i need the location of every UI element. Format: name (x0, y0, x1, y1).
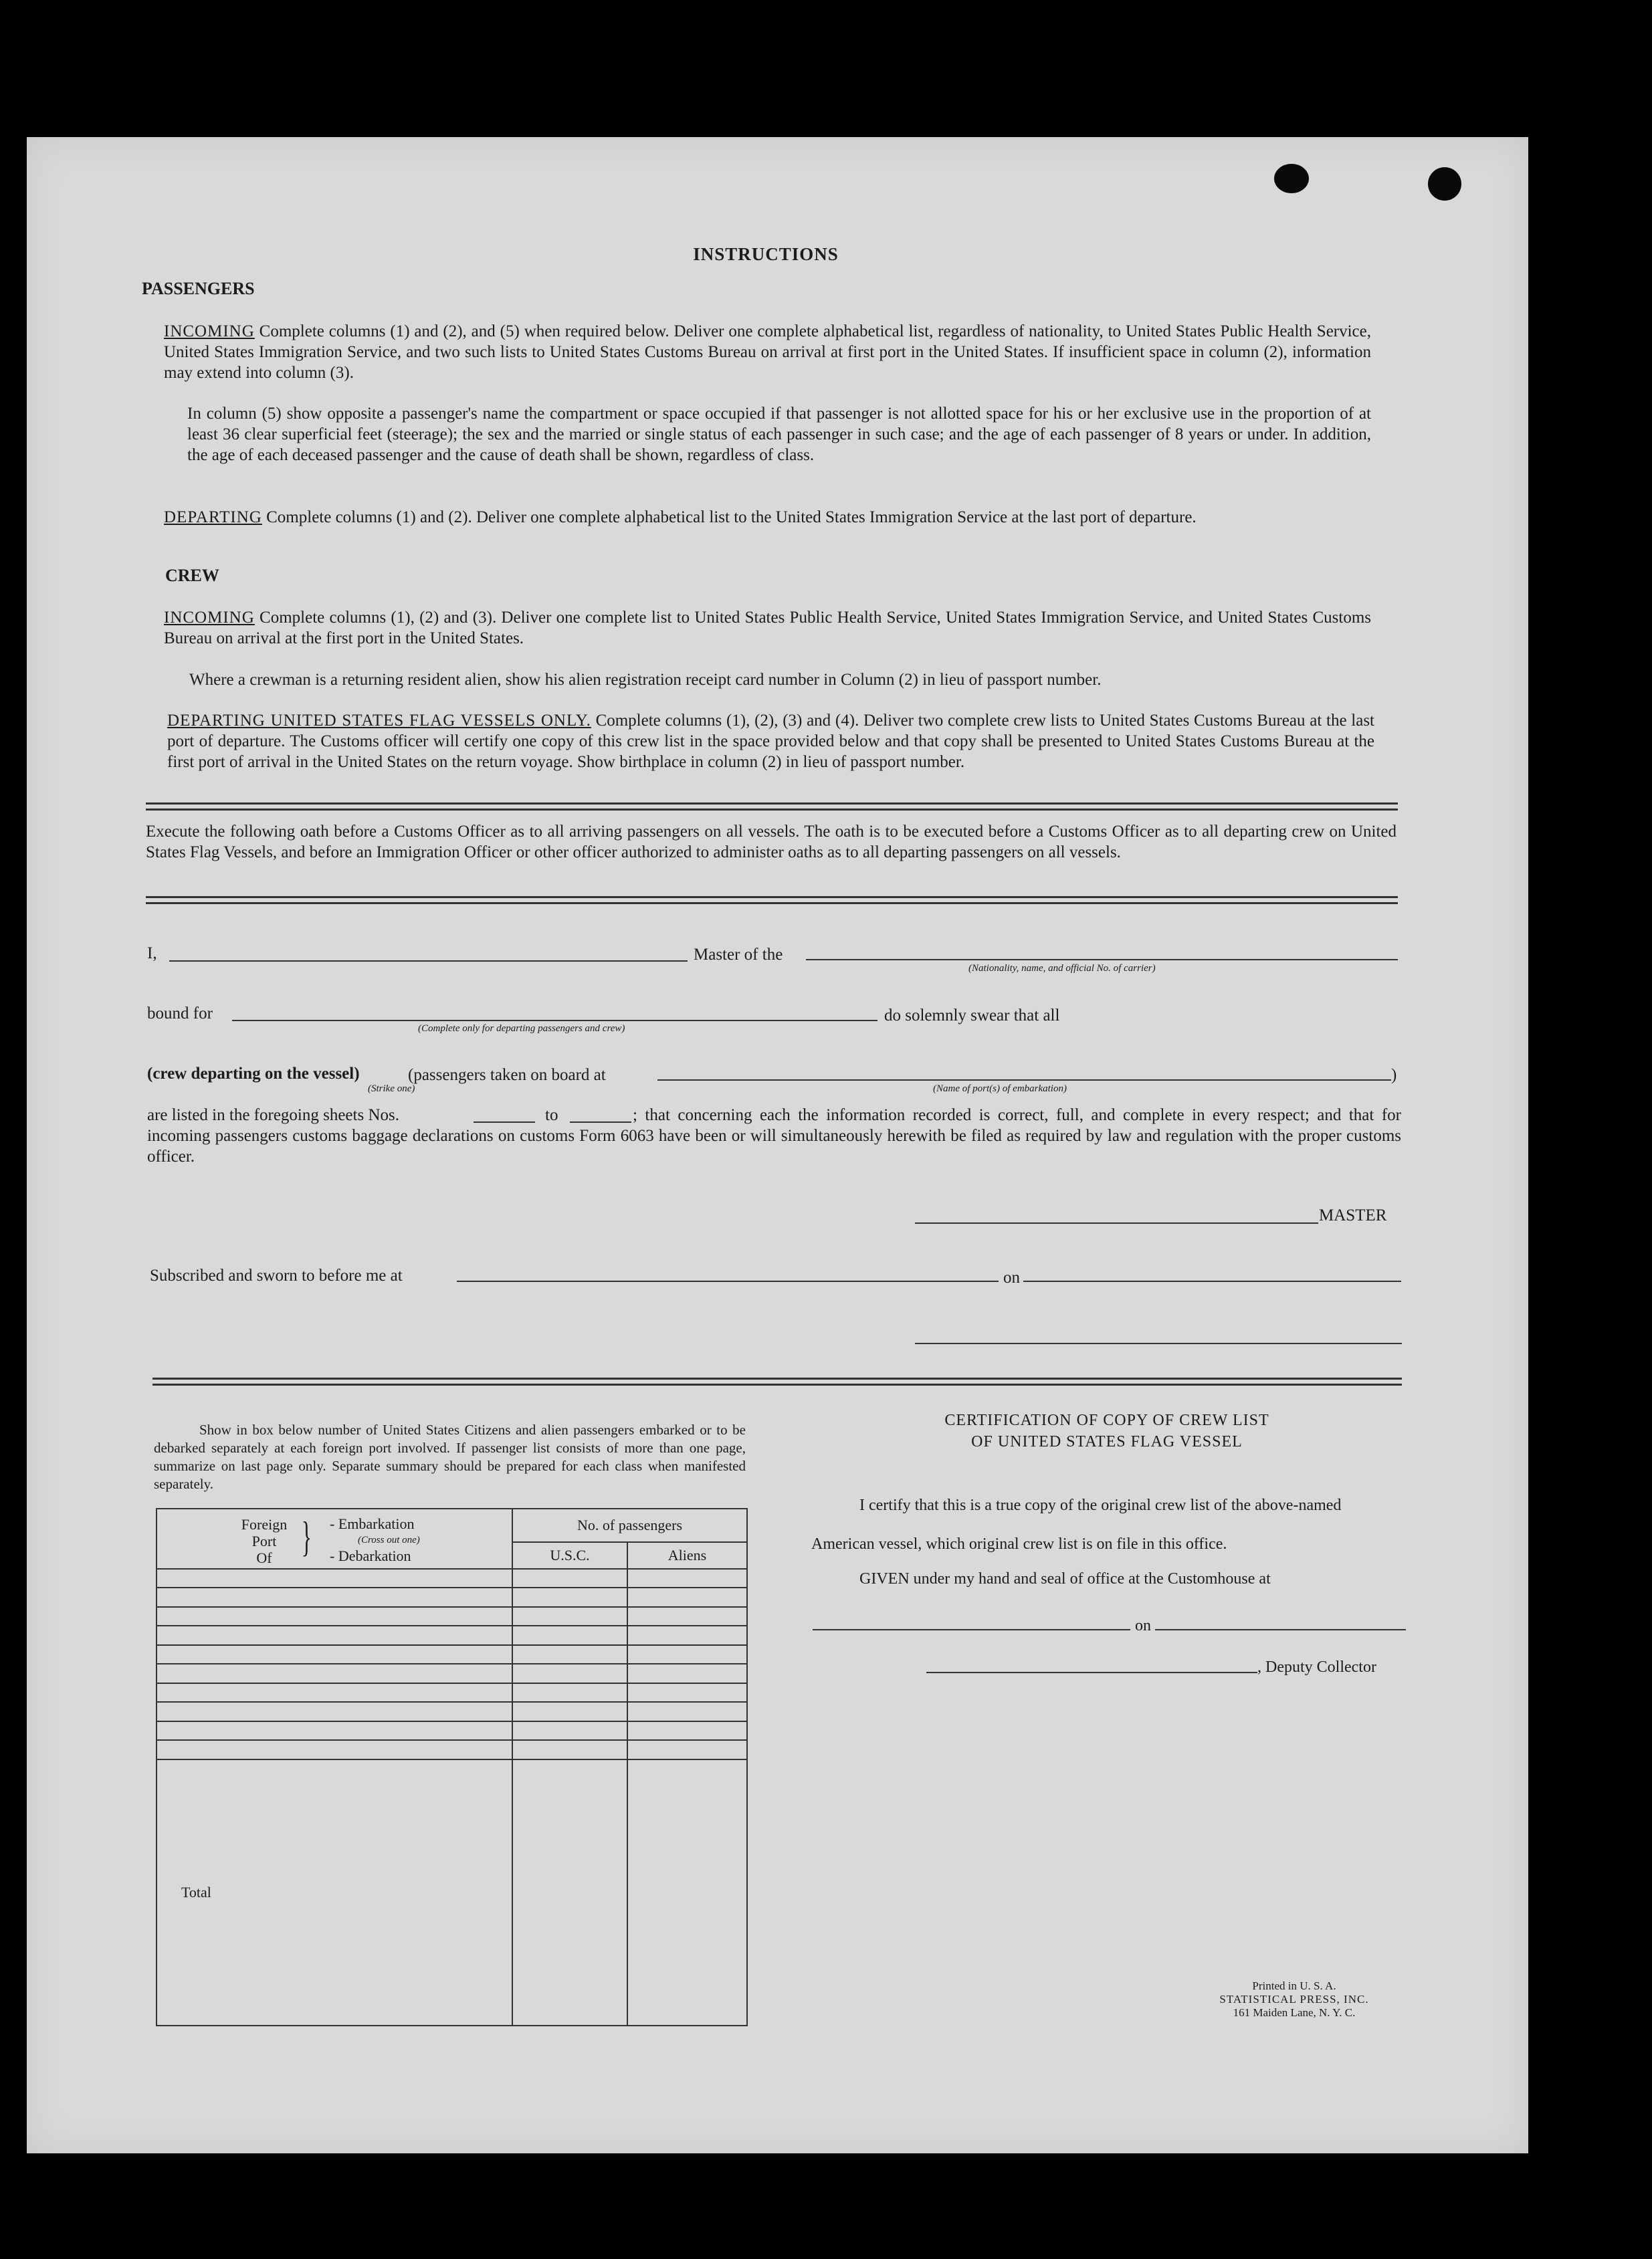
bound-for-field[interactable] (232, 1020, 877, 1021)
divider-double (146, 896, 1398, 904)
printer-line3: 161 Maiden Lane, N. Y. C. (1233, 2006, 1356, 2019)
printer-line2: STATISTICAL PRESS, INC. (1219, 1993, 1369, 2006)
crew-departing (167, 710, 1374, 772)
crew-departing-text: Complete columns (1), (2), (3) and (4). Deliver two complete crew lists to United States Customs Bureau at the last port of departure. The Customs officer will certify one copy of this crew list in the space provided below and that copy shall be presented to United States Customs Bureau at the first port of arrival in the United States on the return voyage. Show birthplace in column (2) in lieu of passport number. (167, 712, 1374, 771)
listed-to-label: to (545, 1106, 558, 1124)
deputy-collector-label: , Deputy Collector (1257, 1658, 1376, 1676)
crew-incoming-text: Complete columns (1), (2) and (3). Deliver one complete list to United States Public Health Service, United States Immigration Service, and United States Customs Bureau on arrival at the first port in the United States. (164, 609, 1372, 647)
master-name-field[interactable] (169, 960, 688, 962)
port-header-cell (157, 1509, 512, 1569)
master-signature-field[interactable] (915, 1222, 1318, 1224)
debarkation-option: - Debarkation (330, 1547, 411, 1564)
crew-departing-label: DEPARTING UNITED STATES FLAG VESSELS ONLY. (167, 712, 591, 730)
table-row (157, 1607, 747, 1626)
usc-cell[interactable] (512, 1721, 627, 1740)
table-row (157, 1645, 747, 1664)
usc-cell[interactable] (512, 1588, 627, 1606)
port-cell[interactable] (157, 1721, 512, 1740)
listed-sheets-rest (147, 1105, 1401, 1167)
certification-date-field[interactable] (1155, 1629, 1406, 1630)
given-line: GIVEN under my hand and seal of office at the Customhouse at (859, 1570, 1271, 1588)
printer-imprint (1191, 1979, 1398, 2020)
page-title: INSTRUCTIONS (693, 244, 839, 264)
printer-line1: Printed in U. S. A. (1252, 1979, 1336, 1992)
passengers-incoming (164, 321, 1371, 383)
passengers-taken-option: (passengers taken on board at (408, 1066, 606, 1084)
certification-title (839, 1410, 1374, 1453)
port-cell[interactable] (157, 1607, 512, 1626)
table-row (157, 1702, 747, 1721)
sworn-place-field[interactable] (457, 1281, 999, 1282)
aliens-cell[interactable] (627, 1645, 747, 1664)
swear-label: do solemnly swear that all (884, 1006, 1060, 1025)
carrier-field[interactable] (806, 959, 1398, 960)
no-of-passengers-header: No. of passengers (512, 1509, 747, 1542)
certification-title-line2: OF UNITED STATES FLAG VESSEL (971, 1433, 1243, 1450)
subscribed-label: Subscribed and sworn to before me at (150, 1267, 403, 1285)
crew-incoming-label: INCOMING (164, 609, 255, 627)
embarkation-port-field[interactable] (657, 1079, 1391, 1081)
sworn-on-label: on (1003, 1269, 1020, 1287)
table-row (157, 1588, 747, 1606)
usc-cell[interactable] (512, 1702, 627, 1721)
aliens-cell[interactable] (627, 1569, 747, 1588)
table-row (157, 1626, 747, 1644)
aliens-cell[interactable] (627, 1721, 747, 1740)
port-cell[interactable] (157, 1683, 512, 1702)
listed-sheets-start: are listed in the foregoing sheets Nos. (147, 1106, 399, 1124)
crew-alien-note: Where a crewman is a returning resident alien, show his alien registration receipt card number in Column (2) in lieu of passport number. (189, 671, 1102, 689)
bound-for-caption: (Complete only for departing passengers and crew) (418, 1023, 625, 1034)
cross-out-caption: (Cross out one) (358, 1535, 420, 1545)
strike-one-caption: (Strike one) (368, 1083, 415, 1094)
bound-for-label: bound for (147, 1004, 213, 1023)
crew-incoming (164, 607, 1371, 649)
certification-title-line1: CERTIFICATION OF COPY OF CREW LIST (944, 1412, 1269, 1429)
crew-heading: CREW (165, 566, 219, 585)
passengers-incoming-label: INCOMING (164, 322, 255, 340)
port-line-port: Port (251, 1533, 277, 1549)
crew-departing-text: (crew departing on the vessel) (147, 1065, 360, 1083)
total-usc-cell[interactable] (512, 1759, 627, 2026)
passengers-heading: PASSENGERS (142, 279, 255, 298)
listed-sheets-text: ; that concerning each the information recorded is correct, full, and complete in every respect; and that for incoming passengers customs baggage declarations on customs Form 6063 have been or will simultaneously herewith be filed as required by law and regulation with the proper customs officer. (147, 1106, 1401, 1166)
port-cell[interactable] (157, 1626, 512, 1644)
brace-icon: } (301, 1513, 312, 1560)
carrier-caption: (Nationality, name, and official No. of carrier) (968, 963, 1156, 974)
customhouse-field[interactable] (813, 1629, 1130, 1630)
table-row (157, 1569, 747, 1588)
aliens-cell[interactable] (627, 1740, 747, 1759)
usc-cell[interactable] (512, 1645, 627, 1664)
punch-hole (1428, 167, 1461, 201)
sworn-date-field[interactable] (1023, 1281, 1401, 1282)
officer-signature-field[interactable] (915, 1343, 1402, 1344)
passengers-incoming-text: Complete columns (1) and (2), and (5) when required below. Deliver one complete alphabetical list, regardless of nationality, to United States Public Health Service, United States Immigration Service, and two such lists to United States Customs Bureau on arrival at first port in the United States. If insufficient space in column (2), information may extend into column (3). (164, 322, 1372, 382)
usc-header: U.S.C. (512, 1542, 627, 1569)
divider-double (152, 1378, 1402, 1386)
port-cell[interactable] (157, 1645, 512, 1664)
master-label: MASTER (1319, 1206, 1387, 1224)
passenger-summary-table (156, 1508, 748, 2026)
port-line-of: Of (256, 1549, 272, 1566)
passengers-departing-label: DEPARTING (164, 508, 262, 526)
table-row (157, 1721, 747, 1740)
usc-cell[interactable] (512, 1569, 627, 1588)
usc-cell[interactable] (512, 1626, 627, 1644)
oath-intro: Execute the following oath before a Customs Officer as to all arriving passengers on all vessels. The oath is to be executed before a Customs Officer as to all departing crew on United States Flag Vessels, and before an Immigration Officer or other officer authorized to administer oaths as to all departing passengers on all vessels. (146, 823, 1397, 861)
ink-blot (1274, 164, 1309, 193)
aliens-cell[interactable] (627, 1607, 747, 1626)
crew-departing-option (147, 1063, 360, 1084)
embarkation-option: - Embarkation (330, 1515, 415, 1532)
port-cell[interactable] (157, 1740, 512, 1759)
oath-i-label: I, (147, 944, 157, 962)
certify-line1: I certify that this is a true copy of the original crew list of the above-named (859, 1497, 1342, 1514)
passengers-departing (164, 507, 1371, 528)
port-cell[interactable] (157, 1664, 512, 1683)
usc-cell[interactable] (512, 1740, 627, 1759)
port-caption: (Name of port(s) of embarkation) (933, 1083, 1067, 1094)
port-line-foreign: Foreign (241, 1516, 288, 1533)
deputy-signature-field[interactable] (926, 1672, 1257, 1673)
aliens-header: Aliens (627, 1542, 747, 1569)
aliens-cell[interactable] (627, 1702, 747, 1721)
divider-double (146, 802, 1398, 811)
table-row (157, 1683, 747, 1702)
usc-cell[interactable] (512, 1683, 627, 1702)
usc-cell[interactable] (512, 1607, 627, 1626)
aliens-cell[interactable] (627, 1683, 747, 1702)
aliens-cell[interactable] (627, 1626, 747, 1644)
port-cell[interactable] (157, 1569, 512, 1588)
summary-instructions: Show in box below number of United States Citizens and alien passengers embarked or to be debarked separately at each foreign port involved. If passenger list consists of more than one page, summarize on last page only. Separate summary should be prepared for each class when manifested separately. (154, 1422, 746, 1492)
total-row (157, 1759, 747, 2026)
master-of-label: Master of the (694, 946, 783, 964)
certification-on-label: on (1135, 1617, 1151, 1634)
close-paren: ) (1391, 1066, 1397, 1084)
table-row (157, 1740, 747, 1759)
port-cell[interactable] (157, 1588, 512, 1606)
passengers-column5: In column (5) show opposite a passenger's name the compartment or space occupied if that passenger is not allotted space for his or her exclusive use in the proportion of at least 36 clear superficial feet (steerage); the sex and the married or single status of each passenger in such case; and the age of each passenger of 8 years or under. In addition, the age of each deceased passenger and the cause of death shall be shown, regardless of class. (187, 405, 1371, 464)
port-cell[interactable] (157, 1702, 512, 1721)
total-aliens-cell[interactable] (627, 1759, 747, 2026)
aliens-cell[interactable] (627, 1588, 747, 1606)
passengers-departing-text: Complete columns (1) and (2). Deliver one complete alphabetical list to the United States Immigration Service at the last port of departure. (266, 508, 1197, 526)
aliens-cell[interactable] (627, 1664, 747, 1683)
table-row (157, 1664, 747, 1683)
total-label: Total (157, 1759, 512, 2026)
usc-cell[interactable] (512, 1664, 627, 1683)
certify-line2: American vessel, which original crew list is on file in this office. (811, 1535, 1227, 1553)
